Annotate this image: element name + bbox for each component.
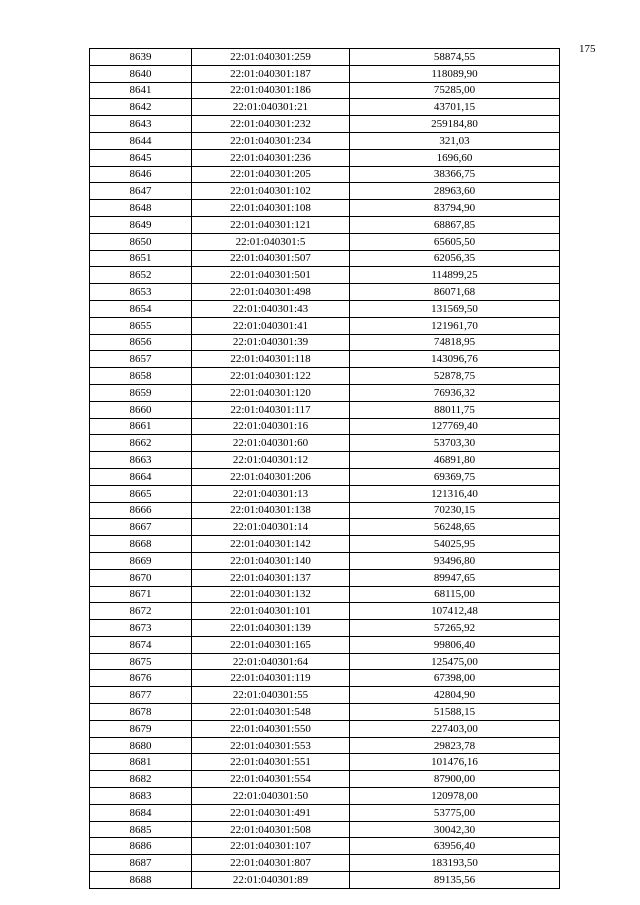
cadastral-number-cell: 22:01:040301:491 bbox=[192, 804, 350, 821]
row-number-cell: 8667 bbox=[90, 519, 192, 536]
table-row bbox=[90, 838, 560, 855]
row-number-cell: 8659 bbox=[90, 384, 192, 401]
cadastral-number-cell: 22:01:040301:205 bbox=[192, 166, 350, 183]
row-number-cell: 8644 bbox=[90, 132, 192, 149]
row-number-cell: 8647 bbox=[90, 183, 192, 200]
cadastral-number-cell: 22:01:040301:232 bbox=[192, 116, 350, 133]
row-number-cell: 8643 bbox=[90, 116, 192, 133]
table-row bbox=[90, 149, 560, 166]
value-cell: 30042,30 bbox=[350, 821, 560, 838]
cadastral-number-cell: 22:01:040301:13 bbox=[192, 485, 350, 502]
row-number-cell: 8687 bbox=[90, 855, 192, 872]
value-cell: 99806,40 bbox=[350, 636, 560, 653]
table-row bbox=[90, 132, 560, 149]
row-number-cell: 8674 bbox=[90, 636, 192, 653]
row-number-cell: 8675 bbox=[90, 653, 192, 670]
cadastral-number-cell: 22:01:040301:55 bbox=[192, 687, 350, 704]
row-number-cell: 8655 bbox=[90, 317, 192, 334]
cadastral-number-cell: 22:01:040301:118 bbox=[192, 351, 350, 368]
row-number-cell: 8665 bbox=[90, 485, 192, 502]
cadastral-number-cell: 22:01:040301:259 bbox=[192, 49, 350, 66]
value-cell: 259184,80 bbox=[350, 116, 560, 133]
value-cell: 29823,78 bbox=[350, 737, 560, 754]
cadastral-number-cell: 22:01:040301:39 bbox=[192, 334, 350, 351]
value-cell: 321,03 bbox=[350, 132, 560, 149]
table-row bbox=[90, 636, 560, 653]
table-row bbox=[90, 300, 560, 317]
row-number-cell: 8651 bbox=[90, 250, 192, 267]
value-cell: 58874,55 bbox=[350, 49, 560, 66]
row-number-cell: 8683 bbox=[90, 788, 192, 805]
table-row bbox=[90, 872, 560, 889]
row-number-cell: 8649 bbox=[90, 216, 192, 233]
table-row bbox=[90, 468, 560, 485]
cadastral-number-cell: 22:01:040301:234 bbox=[192, 132, 350, 149]
value-cell: 62056,35 bbox=[350, 250, 560, 267]
table-row bbox=[90, 116, 560, 133]
value-cell: 42804,90 bbox=[350, 687, 560, 704]
cadastral-number-cell: 22:01:040301:165 bbox=[192, 636, 350, 653]
row-number-cell: 8658 bbox=[90, 368, 192, 385]
value-cell: 38366,75 bbox=[350, 166, 560, 183]
row-number-cell: 8663 bbox=[90, 452, 192, 469]
value-cell: 89135,56 bbox=[350, 872, 560, 889]
cadastral-number-cell: 22:01:040301:807 bbox=[192, 855, 350, 872]
value-cell: 75285,00 bbox=[350, 82, 560, 99]
table-row bbox=[90, 704, 560, 721]
row-number-cell: 8648 bbox=[90, 200, 192, 217]
row-number-cell: 8654 bbox=[90, 300, 192, 317]
cadastral-number-cell: 22:01:040301:206 bbox=[192, 468, 350, 485]
row-number-cell: 8676 bbox=[90, 670, 192, 687]
cadastral-number-cell: 22:01:040301:21 bbox=[192, 99, 350, 116]
value-cell: 114899,25 bbox=[350, 267, 560, 284]
table-row bbox=[90, 267, 560, 284]
value-cell: 46891,80 bbox=[350, 452, 560, 469]
row-number-cell: 8669 bbox=[90, 552, 192, 569]
row-number-cell: 8673 bbox=[90, 620, 192, 637]
row-number-cell: 8650 bbox=[90, 233, 192, 250]
table-row bbox=[90, 418, 560, 435]
cadastral-number-cell: 22:01:040301:50 bbox=[192, 788, 350, 805]
value-cell: 227403,00 bbox=[350, 720, 560, 737]
table-row bbox=[90, 82, 560, 99]
table-row bbox=[90, 317, 560, 334]
cadastral-number-cell: 22:01:040301:187 bbox=[192, 65, 350, 82]
cadastral-number-cell: 22:01:040301:137 bbox=[192, 569, 350, 586]
row-number-cell: 8662 bbox=[90, 435, 192, 452]
registry-table bbox=[89, 48, 560, 889]
cadastral-number-cell: 22:01:040301:41 bbox=[192, 317, 350, 334]
cadastral-number-cell: 22:01:040301:16 bbox=[192, 418, 350, 435]
value-cell: 69369,75 bbox=[350, 468, 560, 485]
row-number-cell: 8679 bbox=[90, 720, 192, 737]
value-cell: 120978,00 bbox=[350, 788, 560, 805]
table-row bbox=[90, 284, 560, 301]
row-number-cell: 8664 bbox=[90, 468, 192, 485]
cadastral-number-cell: 22:01:040301:12 bbox=[192, 452, 350, 469]
cadastral-number-cell: 22:01:040301:551 bbox=[192, 754, 350, 771]
cadastral-number-cell: 22:01:040301:501 bbox=[192, 267, 350, 284]
row-number-cell: 8639 bbox=[90, 49, 192, 66]
cadastral-number-cell: 22:01:040301:119 bbox=[192, 670, 350, 687]
value-cell: 63956,40 bbox=[350, 838, 560, 855]
cadastral-number-cell: 22:01:040301:107 bbox=[192, 838, 350, 855]
table-row bbox=[90, 519, 560, 536]
value-cell: 1696,60 bbox=[350, 149, 560, 166]
table-row bbox=[90, 855, 560, 872]
table-row bbox=[90, 620, 560, 637]
cadastral-number-cell: 22:01:040301:120 bbox=[192, 384, 350, 401]
table-row bbox=[90, 536, 560, 553]
table-row bbox=[90, 435, 560, 452]
value-cell: 76936,32 bbox=[350, 384, 560, 401]
row-number-cell: 8688 bbox=[90, 872, 192, 889]
value-cell: 67398,00 bbox=[350, 670, 560, 687]
table-row bbox=[90, 569, 560, 586]
table-row bbox=[90, 804, 560, 821]
cadastral-number-cell: 22:01:040301:43 bbox=[192, 300, 350, 317]
value-cell: 53775,00 bbox=[350, 804, 560, 821]
value-cell: 183193,50 bbox=[350, 855, 560, 872]
value-cell: 127769,40 bbox=[350, 418, 560, 435]
cadastral-number-cell: 22:01:040301:89 bbox=[192, 872, 350, 889]
value-cell: 121316,40 bbox=[350, 485, 560, 502]
value-cell: 57265,92 bbox=[350, 620, 560, 637]
cadastral-number-cell: 22:01:040301:139 bbox=[192, 620, 350, 637]
cadastral-number-cell: 22:01:040301:554 bbox=[192, 771, 350, 788]
table-row bbox=[90, 737, 560, 754]
value-cell: 52878,75 bbox=[350, 368, 560, 385]
value-cell: 74818,95 bbox=[350, 334, 560, 351]
row-number-cell: 8666 bbox=[90, 502, 192, 519]
table-row bbox=[90, 452, 560, 469]
value-cell: 28963,60 bbox=[350, 183, 560, 200]
value-cell: 125475,00 bbox=[350, 653, 560, 670]
table-row bbox=[90, 200, 560, 217]
row-number-cell: 8661 bbox=[90, 418, 192, 435]
table-row bbox=[90, 552, 560, 569]
row-number-cell: 8677 bbox=[90, 687, 192, 704]
value-cell: 88011,75 bbox=[350, 401, 560, 418]
cadastral-number-cell: 22:01:040301:14 bbox=[192, 519, 350, 536]
cadastral-number-cell: 22:01:040301:507 bbox=[192, 250, 350, 267]
value-cell: 121961,70 bbox=[350, 317, 560, 334]
cadastral-number-cell: 22:01:040301:550 bbox=[192, 720, 350, 737]
row-number-cell: 8646 bbox=[90, 166, 192, 183]
cadastral-number-cell: 22:01:040301:117 bbox=[192, 401, 350, 418]
row-number-cell: 8670 bbox=[90, 569, 192, 586]
row-number-cell: 8681 bbox=[90, 754, 192, 771]
row-number-cell: 8678 bbox=[90, 704, 192, 721]
table-row bbox=[90, 485, 560, 502]
value-cell: 93496,80 bbox=[350, 552, 560, 569]
cadastral-number-cell: 22:01:040301:122 bbox=[192, 368, 350, 385]
value-cell: 87900,00 bbox=[350, 771, 560, 788]
cadastral-number-cell: 22:01:040301:5 bbox=[192, 233, 350, 250]
cadastral-number-cell: 22:01:040301:548 bbox=[192, 704, 350, 721]
table-row bbox=[90, 771, 560, 788]
table-row bbox=[90, 821, 560, 838]
value-cell: 70230,15 bbox=[350, 502, 560, 519]
cadastral-number-cell: 22:01:040301:498 bbox=[192, 284, 350, 301]
value-cell: 68867,85 bbox=[350, 216, 560, 233]
row-number-cell: 8642 bbox=[90, 99, 192, 116]
row-number-cell: 8685 bbox=[90, 821, 192, 838]
cadastral-number-cell: 22:01:040301:102 bbox=[192, 183, 350, 200]
row-number-cell: 8682 bbox=[90, 771, 192, 788]
value-cell: 83794,90 bbox=[350, 200, 560, 217]
table-row bbox=[90, 99, 560, 116]
row-number-cell: 8684 bbox=[90, 804, 192, 821]
cadastral-number-cell: 22:01:040301:140 bbox=[192, 552, 350, 569]
table-row bbox=[90, 384, 560, 401]
cadastral-number-cell: 22:01:040301:508 bbox=[192, 821, 350, 838]
row-number-cell: 8660 bbox=[90, 401, 192, 418]
value-cell: 131569,50 bbox=[350, 300, 560, 317]
registry-table-body bbox=[90, 49, 560, 889]
cadastral-number-cell: 22:01:040301:142 bbox=[192, 536, 350, 553]
value-cell: 101476,16 bbox=[350, 754, 560, 771]
table-row bbox=[90, 65, 560, 82]
cadastral-number-cell: 22:01:040301:108 bbox=[192, 200, 350, 217]
table-row bbox=[90, 603, 560, 620]
table-row bbox=[90, 788, 560, 805]
row-number-cell: 8686 bbox=[90, 838, 192, 855]
table-row bbox=[90, 586, 560, 603]
value-cell: 43701,15 bbox=[350, 99, 560, 116]
cadastral-number-cell: 22:01:040301:60 bbox=[192, 435, 350, 452]
table-row bbox=[90, 334, 560, 351]
table-row bbox=[90, 401, 560, 418]
cadastral-number-cell: 22:01:040301:236 bbox=[192, 149, 350, 166]
cadastral-number-cell: 22:01:040301:101 bbox=[192, 603, 350, 620]
cadastral-number-cell: 22:01:040301:64 bbox=[192, 653, 350, 670]
value-cell: 89947,65 bbox=[350, 569, 560, 586]
table-row bbox=[90, 166, 560, 183]
row-number-cell: 8672 bbox=[90, 603, 192, 620]
table-row bbox=[90, 754, 560, 771]
table-row bbox=[90, 502, 560, 519]
row-number-cell: 8668 bbox=[90, 536, 192, 553]
page-number: 175 bbox=[579, 43, 596, 55]
value-cell: 56248,65 bbox=[350, 519, 560, 536]
row-number-cell: 8656 bbox=[90, 334, 192, 351]
table-row bbox=[90, 687, 560, 704]
table-row bbox=[90, 720, 560, 737]
row-number-cell: 8641 bbox=[90, 82, 192, 99]
value-cell: 51588,15 bbox=[350, 704, 560, 721]
table-row bbox=[90, 670, 560, 687]
value-cell: 143096,76 bbox=[350, 351, 560, 368]
value-cell: 68115,00 bbox=[350, 586, 560, 603]
row-number-cell: 8652 bbox=[90, 267, 192, 284]
cadastral-number-cell: 22:01:040301:132 bbox=[192, 586, 350, 603]
row-number-cell: 8680 bbox=[90, 737, 192, 754]
table-row bbox=[90, 653, 560, 670]
table-row bbox=[90, 351, 560, 368]
cadastral-number-cell: 22:01:040301:186 bbox=[192, 82, 350, 99]
row-number-cell: 8671 bbox=[90, 586, 192, 603]
row-number-cell: 8645 bbox=[90, 149, 192, 166]
value-cell: 86071,68 bbox=[350, 284, 560, 301]
table-row bbox=[90, 368, 560, 385]
table-row bbox=[90, 216, 560, 233]
value-cell: 107412,48 bbox=[350, 603, 560, 620]
cadastral-number-cell: 22:01:040301:553 bbox=[192, 737, 350, 754]
cadastral-number-cell: 22:01:040301:138 bbox=[192, 502, 350, 519]
row-number-cell: 8657 bbox=[90, 351, 192, 368]
value-cell: 118089,90 bbox=[350, 65, 560, 82]
value-cell: 65605,50 bbox=[350, 233, 560, 250]
table-row bbox=[90, 183, 560, 200]
table-row bbox=[90, 250, 560, 267]
table-row bbox=[90, 233, 560, 250]
cadastral-number-cell: 22:01:040301:121 bbox=[192, 216, 350, 233]
row-number-cell: 8653 bbox=[90, 284, 192, 301]
value-cell: 53703,30 bbox=[350, 435, 560, 452]
table-row bbox=[90, 49, 560, 66]
value-cell: 54025,95 bbox=[350, 536, 560, 553]
row-number-cell: 8640 bbox=[90, 65, 192, 82]
